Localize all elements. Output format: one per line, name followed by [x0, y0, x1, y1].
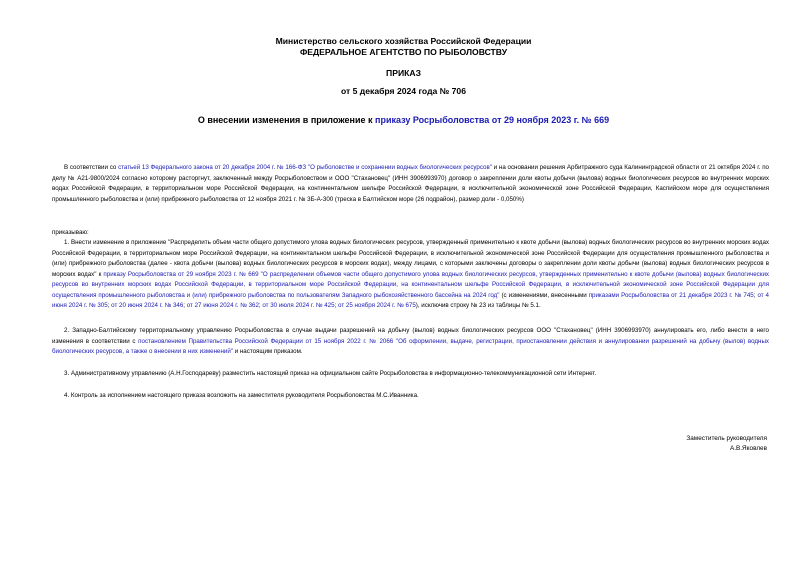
- separator: ;: [334, 302, 339, 309]
- signature-name: А.В.Яковлев: [729, 445, 767, 452]
- order-305-link[interactable]: от 4 июня 2024 г. № 305: [52, 291, 769, 309]
- item-2-text-2: и настоящим приказом.: [232, 348, 303, 355]
- item-2-paragraph: [52, 326, 769, 358]
- government-resolution-link[interactable]: постановлением Правительства Российской Федерации от 15 ноября 2022 г. № 2066 "Об оформлении, выдаче, регистрации, приостановлении действия и аннулировании разрешений на добычу (вылов) водных биологических ресурсов, а также о внесении в них изменений": [52, 337, 770, 355]
- document-subject: [0, 115, 807, 126]
- item-1-text-1: 1. Внести изменение в приложение "Распределить объем части общего допустимого улова водных биологических ресурсов, утвержденный применительно к квоте добычи (вылова) водных биологических ресурсов во внутренних морских водах Российской Федерации, в территориальном море Российской Федерации, на континентальном шельфе Российской Федерации, в исключительной экономической зоне Российской Федерации для осуществления промышленного рыболовства и (или) прибрежного рыболовства (далее - квота добычи (вылова) водных биологических ресурсов в морских водах), между лицами, с которыми заключены договоры о закреплении доли квоты добычи (вылова) водных биологических ресурсов в морских водах" к: [52, 239, 769, 278]
- intro-text-2: и на основании решения Арбитражного суда Калининградской области от 21 октября 2024 г. по делу № А21-9800/2024 согласно которому расторгнут, заключенный между Росрыболовством и ООО "Стахановец" (ИНН 3906993970) договор о закреплении доли квоты добычи (вылова) водных биологических ресурсов во внутренних морских водах Российской Федерации, в территориальном море Российской Федерации, на континентальном шельфе Российской Федерации, в исключительной экономической зоне Российской Федерации, Каспийском море для осуществления промышленного рыболовства и (или) прибрежного рыболовства от 12 ноября 2021 г. № 3Б-А-300 (треска в Балтийском море (26 подрайон), размер доли - 0,050%): [52, 164, 769, 203]
- document-type: ПРИКАЗ: [386, 68, 421, 78]
- ministry-name: Министерство сельского хозяйства Российской Федерации: [275, 36, 532, 46]
- item-3-paragraph: 3. Административному управлению (А.Н.Господареву) разместить настоящий приказ на официальном сайте Росрыболовства в информационно-телекоммуникационной сети Интернет.: [64, 370, 597, 377]
- order-362-link[interactable]: от 27 июня 2024 г. № 362: [186, 302, 259, 309]
- subject-link[interactable]: приказу Росрыболовства от 29 ноября 2023 г. № 669: [375, 115, 610, 125]
- separator: ;: [107, 302, 112, 309]
- item-1-text-end: ), исключив строку № 23 из таблицы № 5.1.: [415, 302, 541, 309]
- agency-name: ФЕДЕРАЛЬНОЕ АГЕНТСТВО ПО РЫБОЛОВСТВУ: [299, 47, 508, 57]
- separator: ;: [183, 302, 187, 309]
- separator: ;: [753, 291, 758, 299]
- item-4-paragraph: 4. Контроль за исполнением настоящего приказа возложить на заместителя руководителя Росрыболовства М.С.Иванника.: [64, 392, 419, 399]
- order-346-link[interactable]: от 20 июня 2024 г. № 346: [111, 302, 184, 309]
- separator: ;: [258, 302, 263, 309]
- orders-word: приказываю:: [52, 229, 89, 236]
- order-669-link[interactable]: приказу Росрыболовства от 29 ноября 2023 г. № 669 "О распределении объемов части общего допустимого улова водных биологических ресурсов, утвержденных применительно к квоте добычи (вылова) водных биологических ресурсов во внутренних морских водах Российской Федерации, в территориальном море Российской Федерации, на континентальном шельфе Российской Федерации, в исключительной экономической зоне Российской Федерации для осуществления промышленного рыболовства и (или) прибрежного рыболовства по пользователям Западного рыбохозяйственного бассейна на 2024 год": [52, 270, 769, 299]
- order-425-link[interactable]: от 30 июля 2024 г. № 425: [262, 302, 335, 309]
- order-675-link[interactable]: от 25 ноября 2024 г. № 675: [338, 302, 416, 309]
- item-1-text-2: (с изменениями, внесенными: [499, 291, 589, 299]
- signature-position: Заместитель руководителя: [686, 435, 767, 442]
- document-header: [0, 36, 807, 58]
- law-link[interactable]: статьей 13 Федерального закона от 20 декабря 2004 г. № 166-ФЗ "О рыболовстве и сохранении водных биологических ресурсов": [118, 164, 492, 171]
- item-2-text-1: 2. Западно-Балтийскому территориальному управлению Росрыболовства в случае выдачи разрешений на добычу (вылов) водных биологических ресурсов ООО "Стахановец" (ИНН 3906993970) аннулировать его, либо внести в него изменения в соответствии с: [52, 327, 769, 345]
- item-1-paragraph: [52, 238, 769, 312]
- order-745-link[interactable]: приказами Росрыболовства от 21 декабря 2023 г. № 745: [588, 291, 754, 299]
- subject-text: О внесении изменения в приложение к: [197, 115, 376, 125]
- document-date-number: от 5 декабря 2024 года № 706: [341, 86, 466, 96]
- intro-paragraph: [52, 163, 769, 205]
- intro-text-1: В соответствии со: [64, 164, 119, 171]
